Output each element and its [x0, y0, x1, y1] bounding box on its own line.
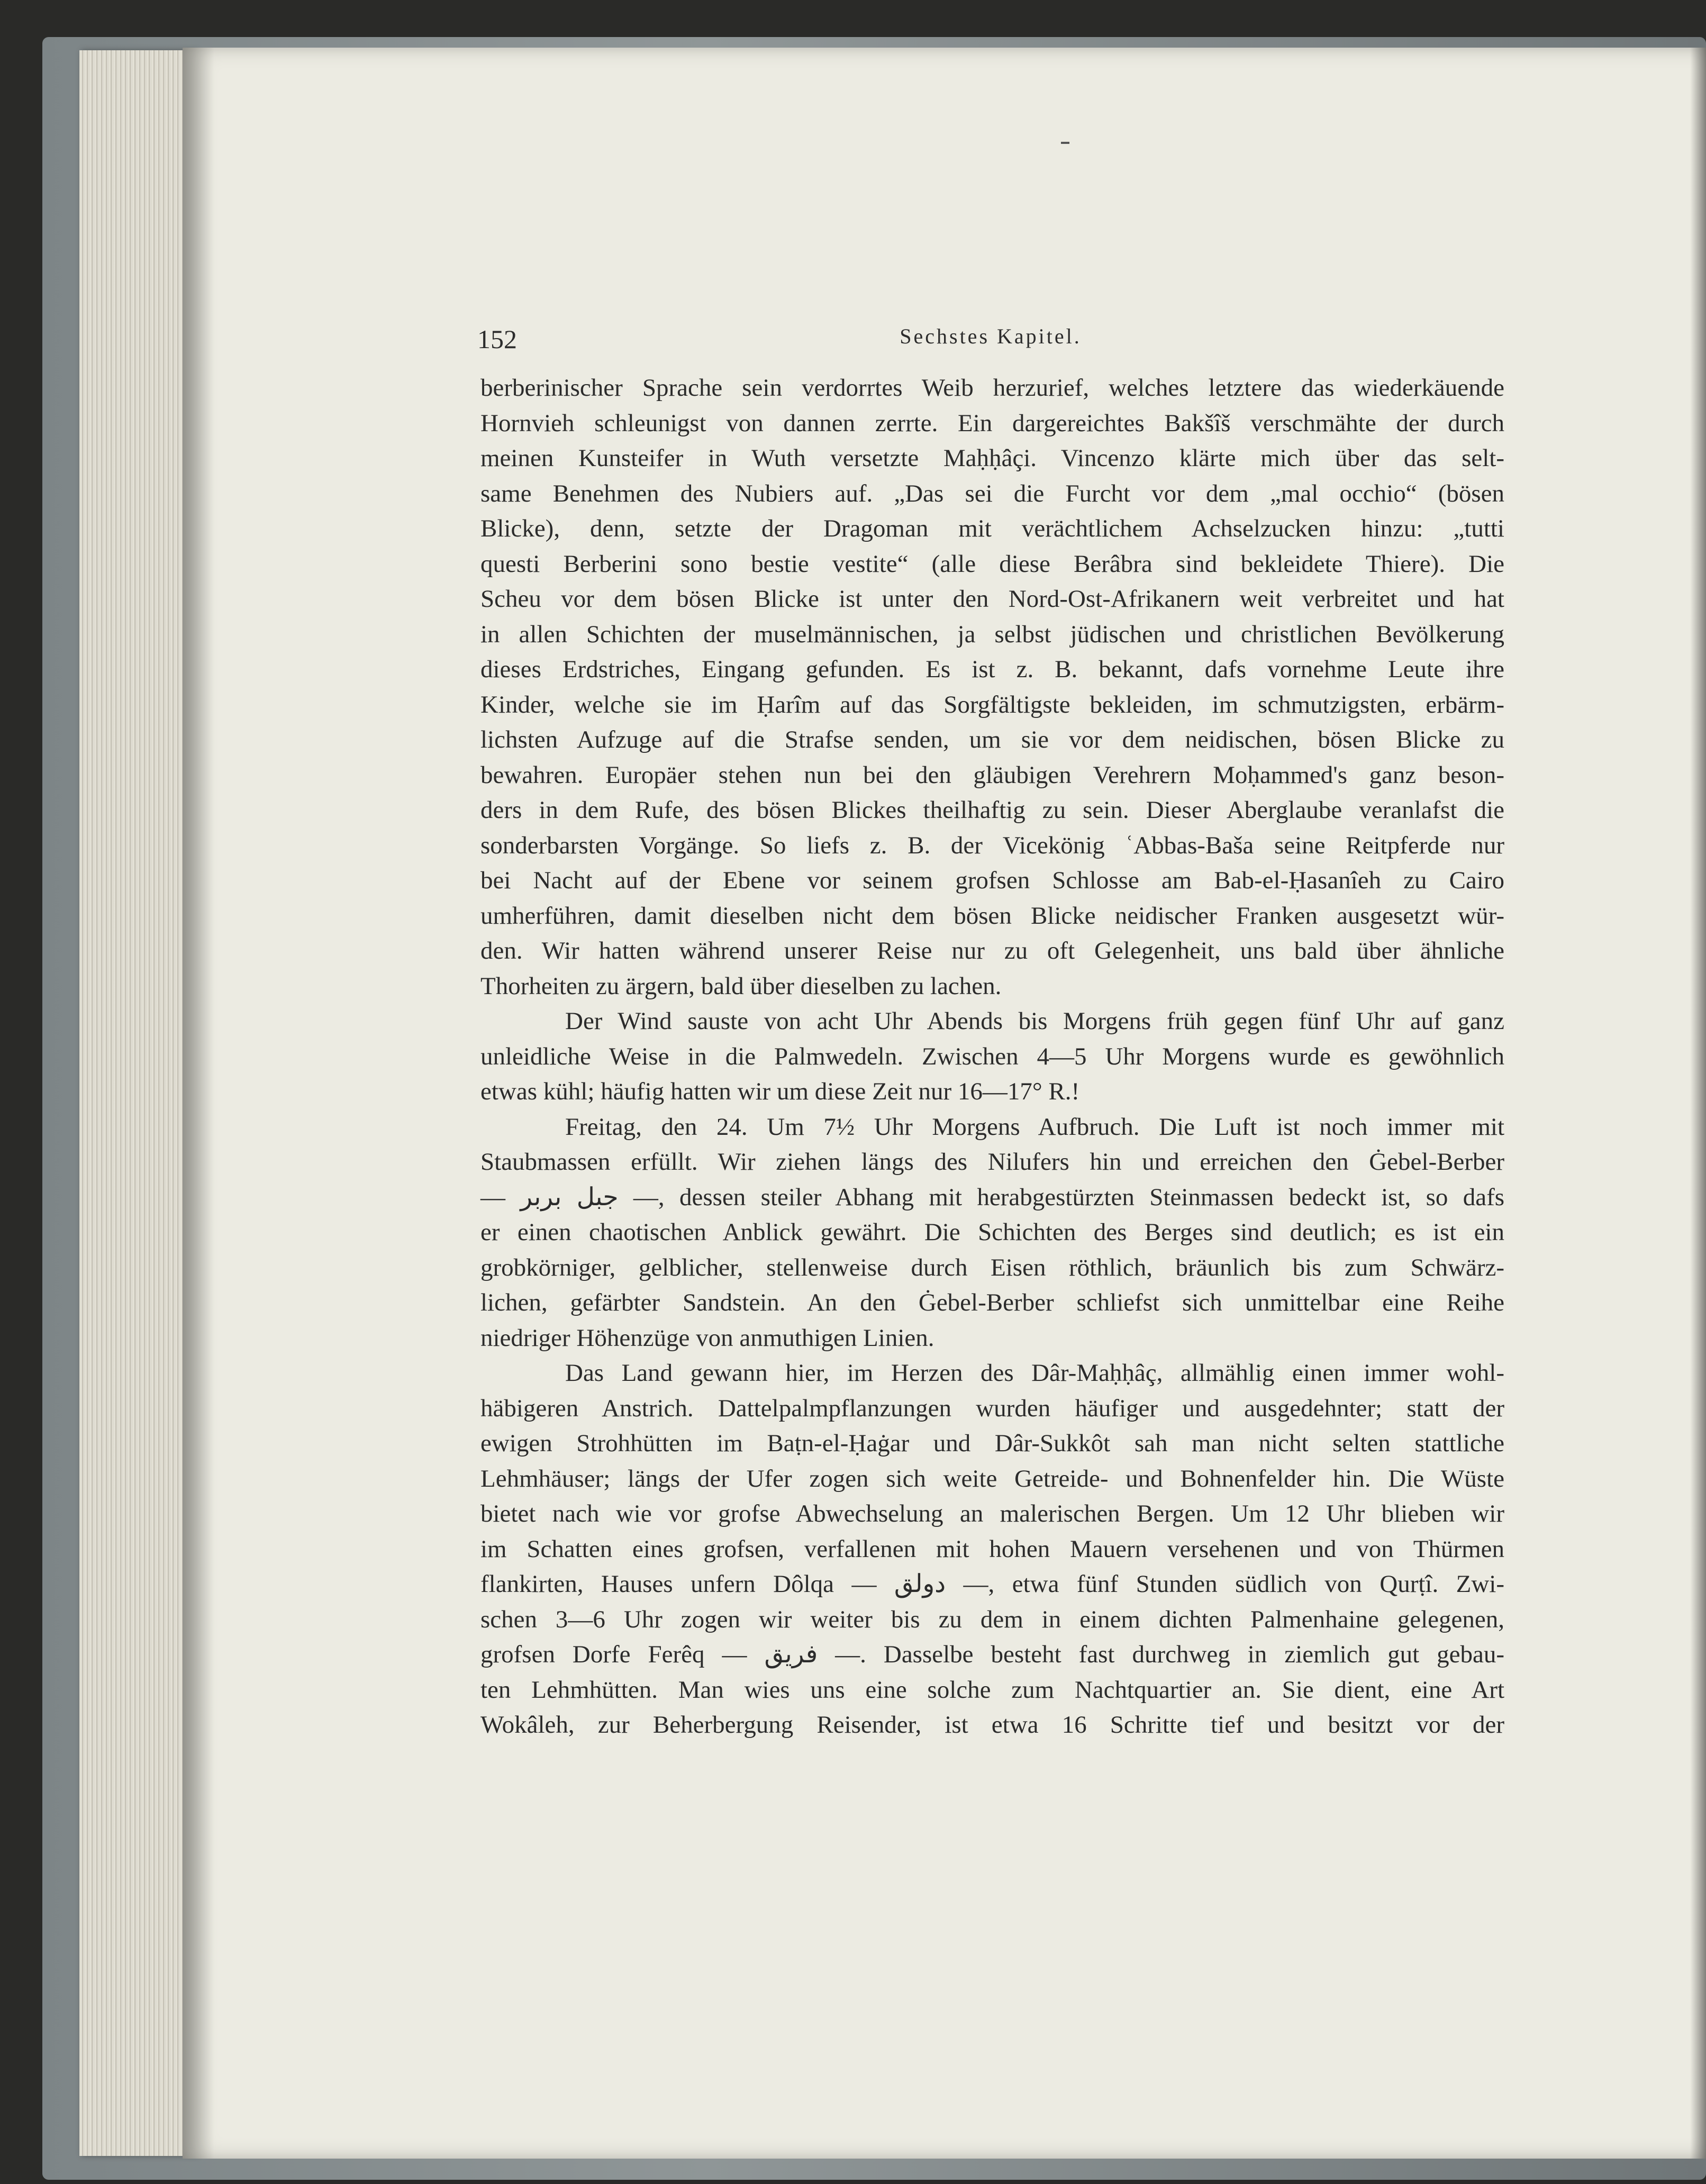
text-line: ders in dem Rufe, des bösen Blickes theilhaftig zu sein. Dieser Aberglaube veranlafst die	[480, 796, 1504, 824]
text-line: häbigeren Anstrich. Dattelpalmpflanzungen wurden häufiger und ausgedehnter; statt der	[480, 1394, 1504, 1422]
text-line: Staubmassen erfüllt. Wir ziehen längs des Nilufers hin und erreichen den Ġebel-Berber	[480, 1148, 1504, 1176]
text-line: dieses Erdstriches, Eingang gefunden. Es ist z. B. bekannt, dafs vornehme Leute ihre	[480, 656, 1504, 683]
text-line: umherführen, damit dieselben nicht dem bösen Blicke neidischer Franken ausgesetzt wür-	[480, 902, 1504, 930]
text-line: Thorheiten zu ärgern, bald über dieselben zu lachen.	[480, 972, 1002, 1000]
text-line: Das Land gewann hier, im Herzen des Dâr-Maḥḥâç, allmählig einen immer wohl-	[565, 1359, 1504, 1387]
page-number: 152	[477, 324, 517, 354]
text-line: meinen Kunsteifer in Wuth versetzte Maḥḥâçi. Vincenzo klärte mich über das selt-	[480, 444, 1504, 472]
text-line: questi Berberini sono bestie vestite“ (alle diese Berâbra sind bekleidete Thiere). Die	[480, 550, 1504, 578]
text-line: unleidliche Weise in die Palmwedeln. Zwischen 4—5 Uhr Morgens wurde es gewöhnlich	[480, 1042, 1504, 1070]
text-line: berberinischer Sprache sein verdorrtes Weib herzurief, welches letztere das wiederkäuende	[480, 374, 1504, 402]
text-line: Scheu vor dem bösen Blicke ist unter den Nord-Ost-Afrikanern weit verbreitet und hat	[480, 585, 1504, 613]
text-line: same Benehmen des Nubiers auf. „Das sei die Furcht vor dem „mal occhio“ (bösen	[480, 479, 1504, 507]
text-line: Der Wind sauste von acht Uhr Abends bis Morgens früh gegen fünf Uhr auf ganz	[565, 1007, 1504, 1035]
page-right-edge	[1690, 48, 1706, 2159]
text-line: Hornvieh schleunigst von dannen zerrte. Ein dargereichtes Bakšîš verschmähte der durch	[480, 409, 1504, 437]
text-line: Lehmhäuser; längs der Ufer zogen sich weite Getreide- und Bohnenfelder hin. Die Wüste	[480, 1464, 1504, 1493]
text-line: grobkörniger, gelblicher, stellenweise durch Eisen röthlich, bräunlich bis zum Schwärz-	[480, 1253, 1504, 1281]
running-head: Sechstes Kapitel.	[900, 324, 1082, 348]
text-line: lichen, gefärbter Sandstein. An den Ġebel-Berber schliefst sich unmittelbar eine Reihe	[480, 1289, 1504, 1316]
text-line: grofsen Dorfe Ferêq — فريق —. Dasselbe besteht fast durchweg in ziemlich gut gebau-	[480, 1641, 1504, 1668]
text-line: bei Nacht auf der Ebene vor seinem grofsen Schlosse am Bab-el-Ḥasanîeh zu Cairo	[480, 867, 1504, 894]
page-edges	[79, 50, 196, 2156]
text-line: den. Wir hatten während unserer Reise nur zu oft Gelegenheit, uns bald über ähnliche	[480, 937, 1504, 964]
body-text	[480, 370, 1504, 1743]
text-line: — جبل بربر —, dessen steiler Abhang mit herabgestürzten Steinmassen bedeckt ist, so dafs	[480, 1183, 1505, 1211]
text-line: ewigen Strohhütten im Baṭn-el-Ḥaġar und Dâr-Sukkôt sah man nicht selten stattliche	[480, 1430, 1504, 1457]
text-line: in allen Schichten der muselmännischen, ja selbst jüdischen und christlichen Bevölkerung	[480, 620, 1504, 648]
text-line: Blicke), denn, setzte der Dragoman mit verächtlichem Achselzucken hinzu: „tutti	[480, 515, 1504, 542]
text-line: schen 3—6 Uhr zogen wir weiter bis zu dem in einem dichten Palmenhaine gelegenen,	[480, 1605, 1504, 1633]
text-line: bewahren. Europäer stehen nun bei den gläubigen Verehrern Moḥammed's ganz beson-	[480, 761, 1504, 789]
text-line: Wokâleh, zur Beherbergung Reisender, ist etwa 16 Schritte tief und besitzt vor der	[480, 1711, 1504, 1739]
page-header	[477, 324, 1504, 356]
text-line: etwas kühl; häufig hatten wir um diese Zeit nur 16—17° R.!	[480, 1078, 1080, 1105]
text-line: bietet nach wie vor grofse Abwechselung an malerischen Bergen. Um 12 Uhr blieben wir	[480, 1500, 1504, 1527]
text-line: flankirten, Hauses unfern Dôlqa — دولق —, etwa fünf Stunden südlich von Qurṭî. Zwi-	[480, 1570, 1505, 1598]
text-line: sonderbarsten Vorgänge. So liefs z. B. der Vicekönig ʿAbbas-Baša seine Reitpferde nur	[480, 831, 1504, 859]
text-line: im Schatten eines grofsen, verfallenen mit hohen Mauern versehenen und von Thürmen	[480, 1535, 1504, 1563]
text-line: ten Lehmhütten. Man wies uns eine solche zum Nachtquartier an. Sie dient, eine Art	[480, 1676, 1504, 1704]
text-line: Freitag, den 24. Um 7½ Uhr Morgens Aufbruch. Die Luft ist noch immer mit	[565, 1113, 1504, 1141]
text-line: lichsten Aufzuge auf die Strafse senden, um sie vor dem neidischen, bösen Blicke zu	[480, 726, 1504, 753]
gutter-shadow	[183, 48, 214, 2159]
printer-mark	[1061, 142, 1069, 144]
text-line: Kinder, welche sie im Ḥarîm auf das Sorgfältigste bekleiden, im schmutzigsten, erbärm-	[480, 690, 1504, 718]
text-line: er einen chaotischen Anblick gewährt. Die Schichten des Berges sind deutlich; es ist ein	[480, 1218, 1504, 1246]
text-line: niedriger Höhenzüge von anmuthigen Linien.	[480, 1324, 934, 1352]
